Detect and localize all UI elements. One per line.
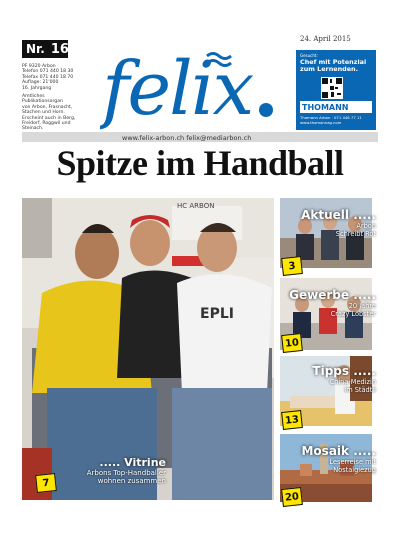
teaser-dots: ..... <box>349 444 376 458</box>
teaser-title-text: Mosaik <box>301 444 350 458</box>
teaser-title <box>289 288 376 302</box>
teaser-subline: Nostalgiezug <box>333 466 376 475</box>
felix-logo <box>100 42 280 132</box>
page-badge-tipps[interactable]: 13 <box>281 410 303 430</box>
imprint-line: Erscheint auch in Berg, <box>22 115 76 121</box>
web-contact[interactable]: www.felix-arbon.ch felix@mediarbon.ch <box>122 134 252 142</box>
teaser-subline: Crazy Lobster <box>330 310 376 319</box>
page-badge-gewerbe[interactable]: 10 <box>281 333 303 353</box>
teaser-dots: ..... <box>349 208 376 222</box>
imprint-line: von Arbon, Frasnacht, <box>22 104 73 110</box>
issue-date: 24. April 2015 <box>300 35 351 43</box>
page-badge-aktuell[interactable]: 3 <box>281 256 303 276</box>
teaser-title <box>301 444 376 458</box>
teaser-aktuell[interactable] <box>301 208 376 238</box>
imprint-line: Publikationsorgan <box>22 99 63 105</box>
teaser-title <box>301 208 376 222</box>
teaser-subline: 20 Jahre <box>348 302 376 310</box>
qr-code-icon <box>321 77 343 99</box>
teaser-tipps[interactable] <box>312 364 376 394</box>
issue-label: Nr. <box>26 42 45 56</box>
teaser-subline: im Städtli <box>344 386 376 395</box>
imprint-line: Auflage: 21'000 <box>22 80 59 86</box>
teaser-title-text: Tipps <box>312 364 350 378</box>
teaser-title <box>312 364 376 378</box>
teaser-gewerbe[interactable] <box>289 288 376 318</box>
main-photo[interactable] <box>22 198 274 500</box>
ad-small-text: Gesucht: <box>300 53 318 58</box>
teaser-vitrine-dots: ..... <box>99 456 121 469</box>
imprint-line: Freidorf, Roggwil und <box>22 121 71 127</box>
svg-text:EPLI: EPLI <box>200 306 234 322</box>
teaser-vitrine-sub: wohnen zusammen <box>97 477 166 485</box>
issue-number: 16 <box>50 41 69 57</box>
imprint-line: Amtliches <box>22 94 45 100</box>
teaser-vitrine-title <box>36 456 166 469</box>
teaser-title-text: Aktuell <box>301 208 350 222</box>
imprint-line: Stachen und Horn. <box>22 110 65 116</box>
advertisement-thomann[interactable] <box>296 50 376 130</box>
teaser-mosaik[interactable] <box>301 444 376 474</box>
imprint-block <box>22 64 92 132</box>
ad-headline: Chef mit Potenzial zum Lernenden. <box>300 58 367 74</box>
imprint-line: PF 9320 Arbon <box>22 64 56 69</box>
teaser-dots: ..... <box>349 288 376 302</box>
teaser-vitrine-title-text: Vitrine <box>124 456 166 469</box>
main-headline: Spitze im Handball <box>56 143 344 183</box>
ad-website: www.thomannag.com <box>300 120 342 125</box>
imprint-line: 16. Jahrgang <box>22 85 52 91</box>
imprint-line: Steinach. <box>22 126 44 132</box>
issue-badge <box>22 40 68 58</box>
svg-text:felix: felix <box>102 46 253 132</box>
page-badge-mosaik[interactable]: 20 <box>281 487 303 507</box>
page-badge-vitrine[interactable]: 7 <box>35 473 57 493</box>
ad-contact: Thomann Arbon · 071 446 77 11 <box>300 115 362 120</box>
teaser-title-text: Gewerbe <box>289 288 350 302</box>
ad-brand <box>300 101 372 113</box>
teaser-subline: Arbon <box>356 222 376 230</box>
ad-brand-name: THOMANN <box>302 102 349 112</box>
teaser-subline: Leserreise mit <box>329 458 376 466</box>
teaser-subline: China-Medizin <box>329 378 376 386</box>
teaser-vitrine-sub: Arbons Top-Handballer <box>86 469 166 477</box>
svg-text:HC ARBON: HC ARBON <box>177 202 215 210</box>
teaser-subline: Schreibt Rot <box>335 230 376 239</box>
imprint-line: Telefon 071 440 18 30 <box>22 69 74 75</box>
imprint-line: Telefax 071 440 18 70 <box>22 74 74 80</box>
teaser-dots: ..... <box>349 364 376 378</box>
